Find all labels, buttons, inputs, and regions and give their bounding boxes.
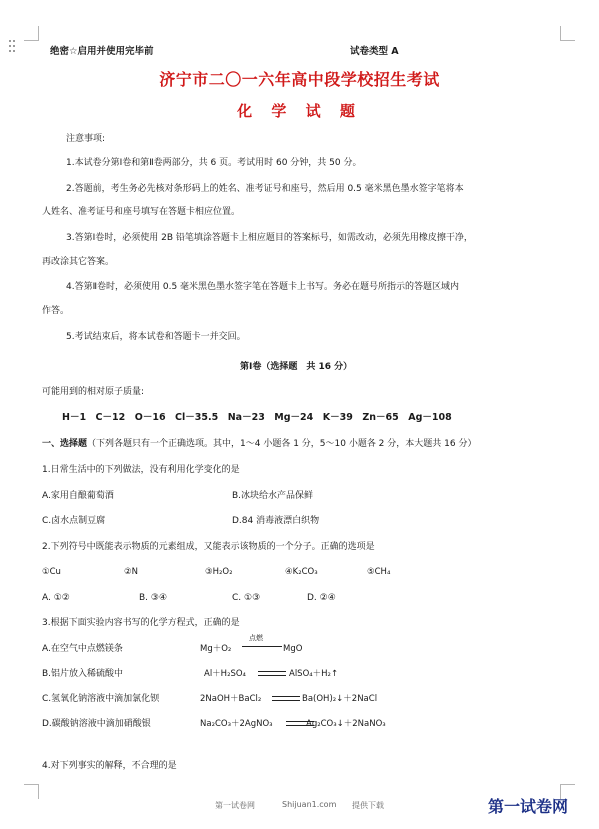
atomic-mass-intro: 可能用到的相对原子质量: [42, 387, 145, 397]
q2-symbol-3: ③H₂O₂ [205, 567, 233, 577]
footer-download-text: 提供下载 [352, 801, 384, 810]
q3-a-reaction-arrow [242, 646, 282, 647]
exam-title: 济宁市二〇一六年高中段学校招生考试 [159, 70, 440, 89]
notice-item-2: 2.答题前，考生务必先核对条形码上的姓名、准考证号和座号，然后用 0.5 毫米黑色墨水签字笔将本 [66, 184, 464, 194]
atomic-mass-list: H－1 C－12 O－16 Cl－35.5 Na－23 Mg－24 K－39 Zn－65 Ag－108 [62, 412, 452, 423]
q3-c-reactants: 2NaOH＋BaCl₂ [200, 694, 262, 704]
q3-c-products: Ba(OH)₂↓＋2NaCl [302, 694, 378, 704]
q3-b-products: AlSO₄＋H₂↑ [289, 669, 339, 679]
q3-option-d: D.碳酸钠溶液中滴加硝酸银 [42, 719, 151, 729]
footer-site-name: 第一试卷网 [215, 801, 255, 810]
notice-item-5: 5.考试结束后，将本试卷和答题卡一并交回。 [66, 332, 246, 342]
section1-title: 一、选择题 [42, 439, 88, 449]
section1-instruction: （下列各题只有一个正确选项。其中，1～4 小题各 1 分，5～10 小题各 2 分，本大题共 16 分） [87, 439, 477, 449]
q3-b-reactants: Al＋H₂SO₄ [204, 669, 246, 679]
subject-title: 化 学 试 题 [237, 102, 362, 120]
q3-a-condition: 点燃 [249, 634, 263, 642]
drag-handle-icon[interactable] [9, 40, 17, 55]
notice-item-2-cont: 人姓名、准考证号和座号填写在答题卡相应位置。 [42, 207, 241, 217]
q1-option-d: D.84 消毒液漂白织物 [232, 516, 320, 526]
q2-symbol-2: ②N [124, 567, 138, 577]
secret-label: 绝密☆启用并使用完毕前 [50, 46, 154, 57]
q2-symbol-5: ⑤CH₄ [367, 567, 391, 577]
crop-mark-top-right [560, 26, 575, 41]
q1-option-c: C.卤水点制豆腐 [42, 516, 106, 526]
crop-mark-bottom-left [24, 784, 39, 799]
footer-site-url[interactable]: Shijuan1.com [282, 800, 337, 809]
q3-option-c: C.氢氧化钠溶液中滴加氯化钡 [42, 694, 160, 704]
notice-item-3-cont: 再改涂其它答案。 [42, 257, 115, 267]
q1-option-a: A.家用自酿葡萄酒 [42, 491, 114, 501]
q2-option-a: A. ①② [42, 593, 70, 603]
q3-d-products: Ag₂CO₃↓＋2NaNO₃ [306, 719, 386, 729]
q2-option-d: D. ②④ [307, 593, 336, 603]
q2-stem: 2.下列符号中既能表示物质的元素组成，又能表示该物质的一个分子。正确的选项是 [42, 542, 375, 552]
q3-option-a: A.在空气中点燃镁条 [42, 644, 123, 654]
part1-heading: 第Ⅰ卷（选择题 共 16 分） [240, 362, 353, 372]
q2-symbol-1: ①Cu [42, 567, 61, 577]
q2-symbol-4: ④K₂CO₃ [285, 567, 318, 577]
q1-option-b: B.冰块给水产品保鲜 [232, 491, 314, 501]
section1-heading [42, 438, 476, 450]
q3-b-equals [258, 671, 286, 676]
crop-mark-top-left [24, 26, 39, 41]
paper-type-label: 试卷类型 A [350, 46, 399, 57]
q3-c-equals [272, 696, 300, 701]
q3-a-reactants: Mg＋O₂ [200, 644, 232, 654]
notice-heading: 注意事项: [66, 134, 106, 144]
q2-option-c: C. ①③ [232, 593, 261, 603]
notice-item-4: 4.答第Ⅱ卷时，必须使用 0.5 毫米黑色墨水签字笔在答题卡上书写。务必在题号所指示的答题区域内 [66, 282, 460, 292]
notice-item-1: 1.本试卷分第Ⅰ卷和第Ⅱ卷两部分，共 6 页。考试用时 60 分钟，共 50 分。 [66, 158, 362, 168]
q3-stem: 3.根据下面实验内容书写的化学方程式，正确的是 [42, 618, 240, 628]
brand-logo: 第一试卷网 [488, 797, 569, 816]
q2-option-b: B. ③④ [139, 593, 168, 603]
q3-option-b: B.铝片放入稀硫酸中 [42, 669, 124, 679]
q1-stem: 1.日常生活中的下列做法，没有利用化学变化的是 [42, 465, 240, 475]
notice-item-4-cont: 作答。 [42, 306, 70, 316]
q3-d-reactants: Na₂CO₃＋2AgNO₃ [200, 719, 273, 729]
notice-item-3: 3.答第Ⅰ卷时，必须使用 2B 铅笔填涂答题卡上相应题目的答案标号，如需改动，必须先用橡皮擦干净， [66, 233, 473, 243]
q4-stem: 4.对下列事实的解释，不合理的是 [42, 761, 177, 771]
q3-a-products: MgO [283, 644, 303, 654]
